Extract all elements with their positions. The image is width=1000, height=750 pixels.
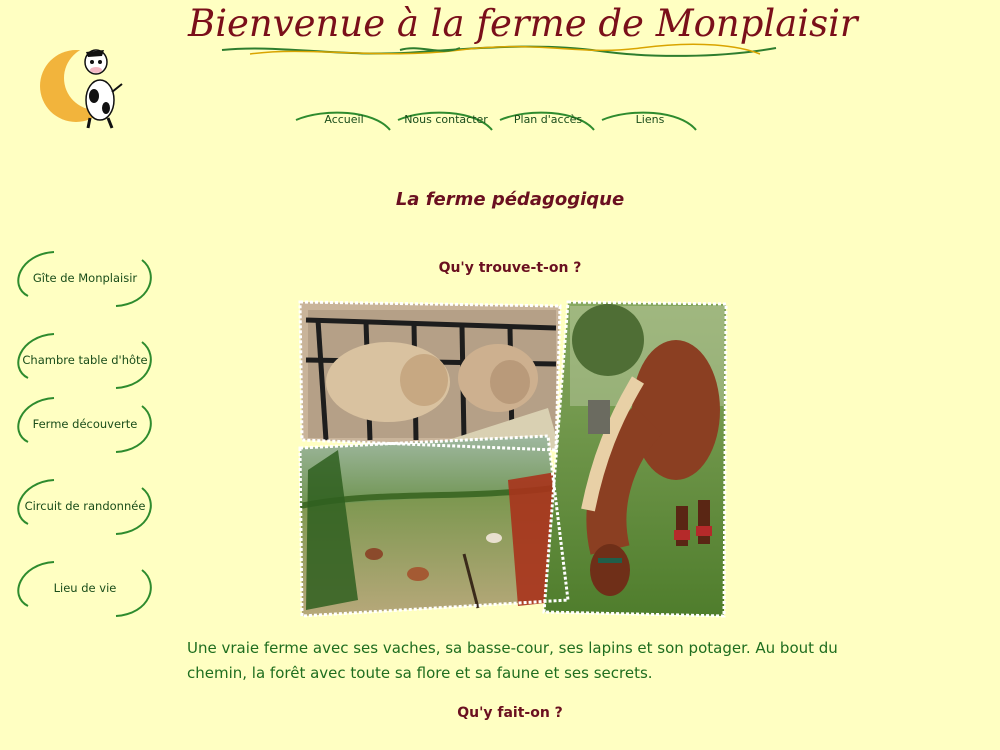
sidebar-item-label: Ferme découverte [32,417,138,431]
nav-label: Plan d'accès [513,113,583,126]
farm-photo-collage [298,300,728,620]
cows-photo [300,302,560,450]
section-paragraph: Une vraie ferme avec ses vaches, sa basse-cour, ses lapins et son potager. Au bout du chemin, la forêt avec toute sa flore et sa faune et ses secrets. [187,639,838,682]
sidebar-item-chambre[interactable] [10,332,160,392]
page-title: La ferme pédagogique [395,189,625,210]
nav-label: Liens [635,113,665,126]
sidebar-item-circuit[interactable] [10,478,160,538]
sidebar-item-gite[interactable] [10,250,160,310]
cow-on-moon-icon [38,40,130,132]
site-title: Bienvenue à la ferme de Monplaisir [188,2,858,45]
swirl-divider-icon [220,42,780,60]
section-heading: Qu'y fait-on ? [457,705,563,721]
nav-label: Accueil [324,113,364,126]
sidebar-item-label: Circuit de randonnée [24,499,146,513]
pasture-photo [300,436,573,616]
sidebar-item-label: Chambre table d'hôte [22,353,148,367]
nav-plan-acces[interactable] [498,108,598,134]
nav-liens[interactable] [600,108,700,134]
horse-photo [544,302,726,616]
sidebar-item-label: Lieu de vie [53,581,117,595]
sidebar-item-label: Gîte de Monplaisir [32,271,138,285]
section-heading: Qu'y trouve-t-on ? [438,260,582,276]
nav-accueil[interactable] [294,108,394,134]
nav-label: Nous contacter [404,113,488,126]
nav-contact[interactable] [396,108,496,134]
sidebar-item-ferme[interactable] [10,396,160,456]
sidebar-item-lieu[interactable] [10,560,160,620]
